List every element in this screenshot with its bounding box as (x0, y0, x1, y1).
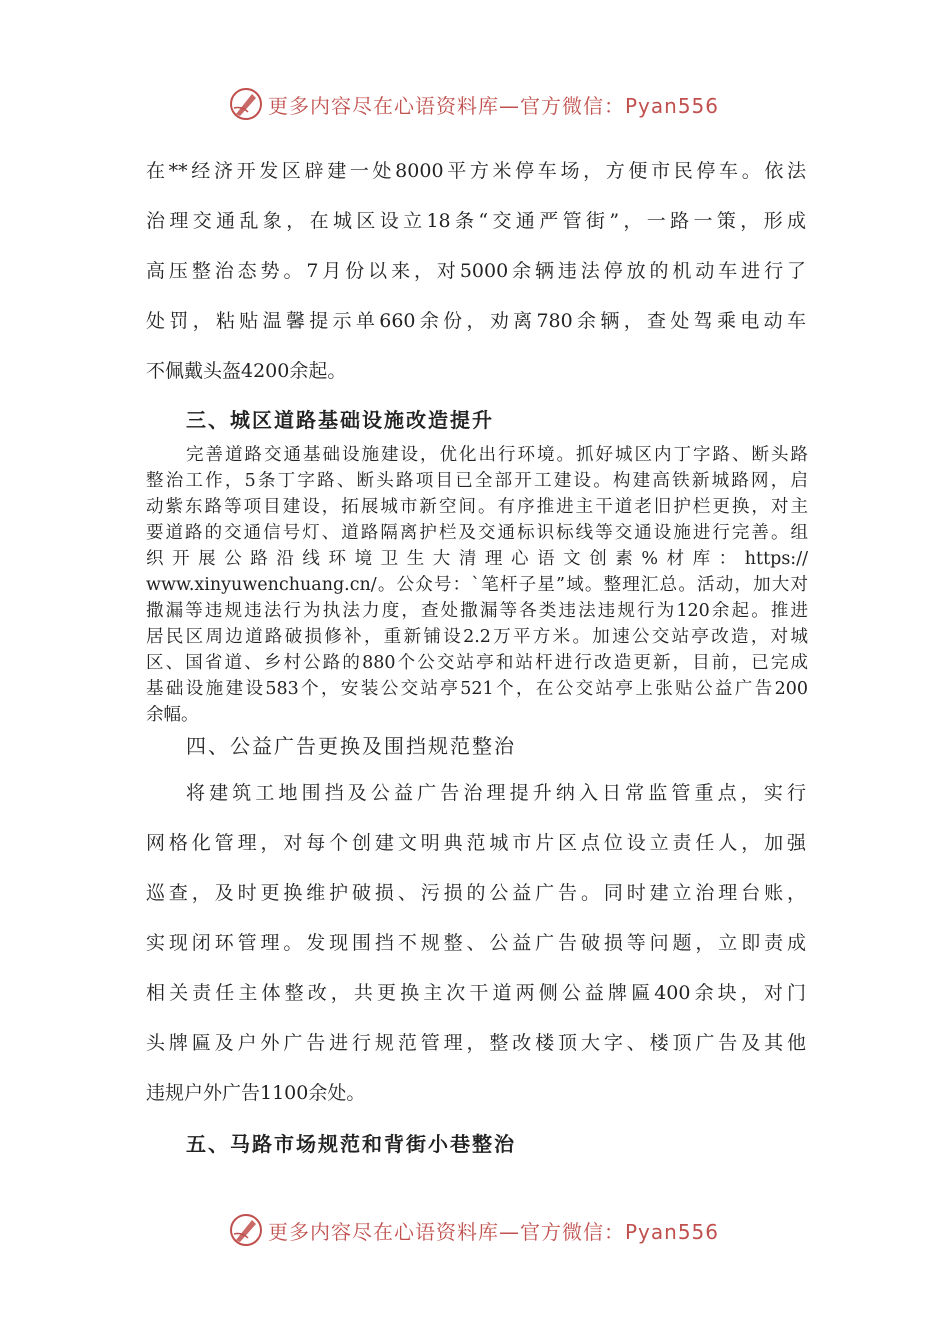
banner-text: 更多内容尽在心语资料库—官方微信：Pyan556 (268, 1219, 720, 1244)
text-line: 相关责任主体整改，共更换主次干道两侧公益牌匾400余块，对门 (146, 982, 806, 1004)
banner-text: 更多内容尽在心语资料库—官方微信：Pyan556 (268, 93, 720, 118)
text-line: 头牌匾及户外广告进行规范管理，整改楼顶大字、楼顶广告及其他 (146, 1032, 806, 1054)
paragraph-parking (146, 146, 806, 396)
text-line: 基础设施建设583个，安装公交站亭521个，在公交站亭上张贴公益广告200 (146, 679, 808, 699)
paragraph-public-ads (146, 768, 806, 1118)
text-line: 网格化管理，对每个创建文明典范城市片区点位设立责任人，加强 (146, 832, 806, 854)
text-line: 高压整治态势。7月份以来，对5000余辆违法停放的机动车进行了 (146, 260, 806, 282)
section-heading-3: 三、城区道路基础设施改造提升 (186, 408, 494, 432)
text-line: 居民区周边道路破损修补，重新铺设2.2万平方米。加速公交站亭改造，对城 (146, 627, 808, 647)
text-line: 不佩戴头盔4200余起。 (146, 360, 347, 382)
text-line: 整治工作，5条丁字路、断头路项目已全部开工建设。构建高铁新城路网，启 (146, 471, 808, 491)
text-line: www.xinyuwenchuang.cn/。公众号：`笔杆子星”域。整理汇总。活动，加大对 (146, 575, 808, 595)
quill-pen-logo-icon (228, 1212, 264, 1248)
header-banner (0, 82, 950, 126)
text-line: 治理交通乱象，在城区设立18条“交通严管街”，一路一策，形成 (146, 210, 806, 232)
section-heading-4: 四、公益广告更换及围挡规范整治 (186, 734, 516, 758)
text-line: 动紫东路等项目建设，拓展城市新空间。有序推进主干道老旧护栏更换，对主 (146, 497, 808, 517)
text-line: 织开展公路沿线环境卫生大清理心语文创素%材库：https:// (146, 549, 808, 569)
quill-pen-logo-icon (228, 86, 264, 122)
text-line: 要道路的交通信号灯、道路隔离护栏及交通标识标线等交通设施进行完善。组 (146, 523, 808, 543)
text-line: 巡查，及时更换维护破损、污损的公益广告。同时建立治理台账， (146, 882, 806, 904)
text-line: 实现闭环管理。发现围挡不规整、公益广告破损等问题，立即责成 (146, 932, 806, 954)
text-line: 将建筑工地围挡及公益广告治理提升纳入日常监管重点，实行 (186, 782, 806, 804)
section-heading-5: 五、马路市场规范和背街小巷整治 (186, 1132, 516, 1156)
footer-banner (0, 1208, 950, 1252)
text-line: 区、国省道、乡村公路的880个公交站亭和站杆进行改造更新，目前，已完成 (146, 653, 808, 673)
text-line: 余幅。 (146, 705, 199, 725)
text-line: 撒漏等违规违法行为执法力度，查处撒漏等各类违法违规行为120余起。推进 (146, 601, 808, 621)
text-line: 处罚，粘贴温馨提示单660余份，劝离780余辆，查处驾乘电动车 (146, 310, 806, 332)
paragraph-road-infrastructure (146, 442, 808, 728)
text-line: 违规户外广告1100余处。 (146, 1082, 366, 1104)
text-line: 完善道路交通基础设施建设，优化出行环境。抓好城区内丁字路、断头路 (186, 445, 808, 465)
text-line: 在**经济开发区辟建一处8000平方米停车场，方便市民停车。依法 (146, 160, 806, 182)
